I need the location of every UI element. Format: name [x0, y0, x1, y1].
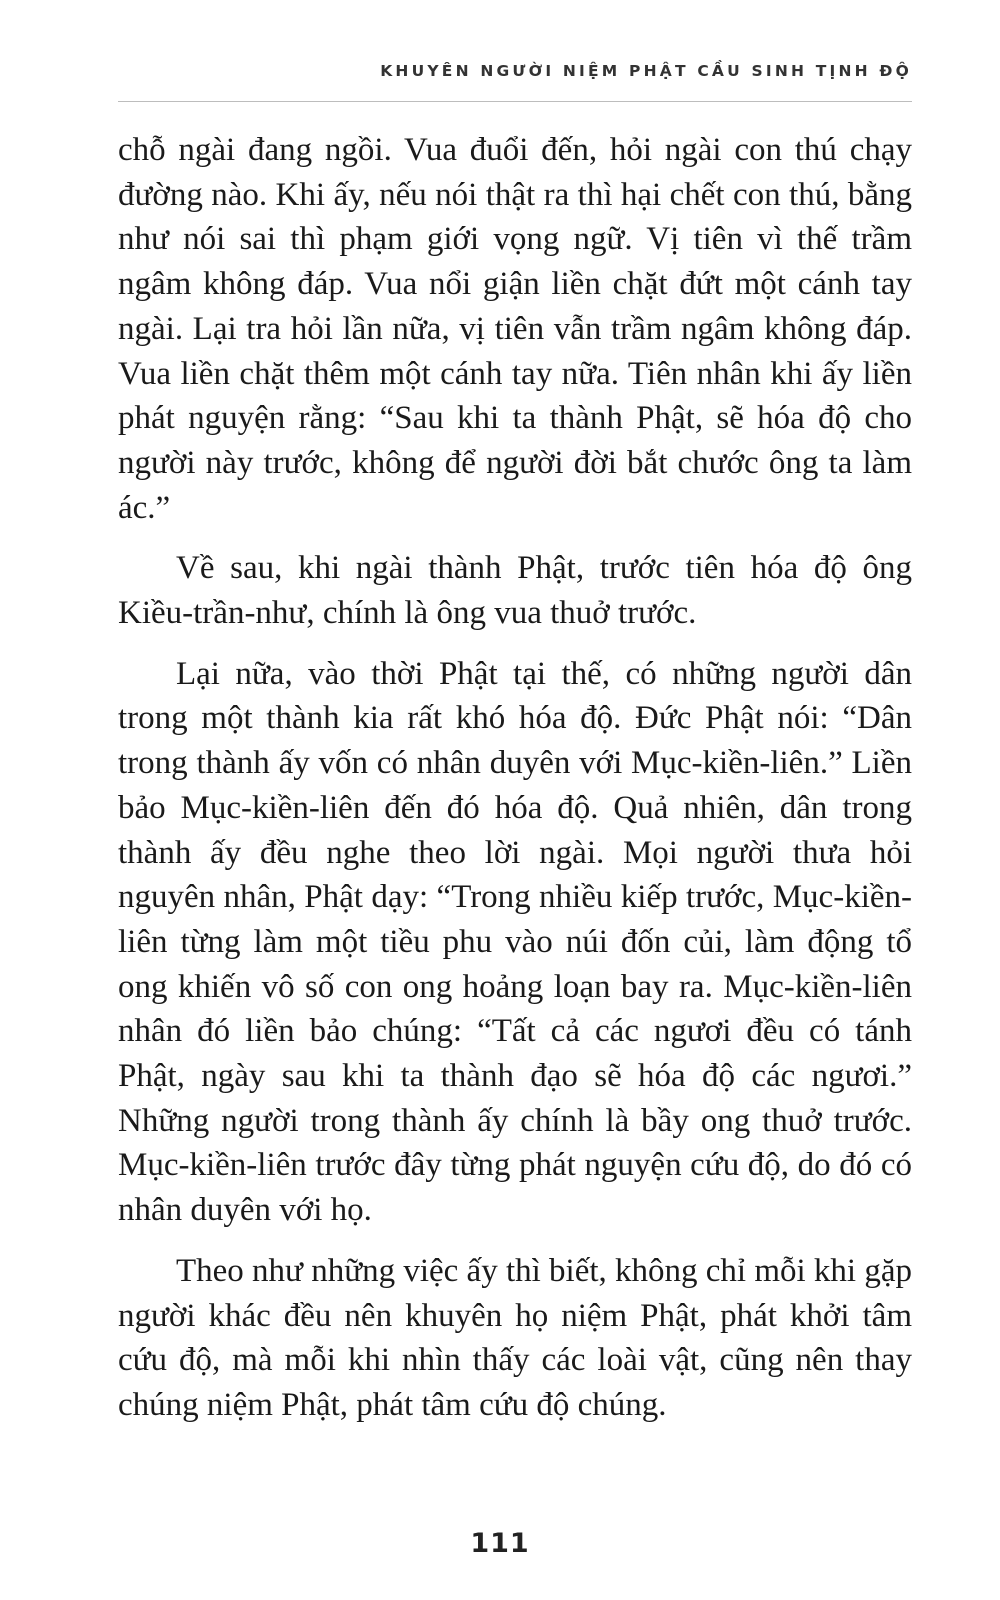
page-body [118, 128, 912, 1428]
running-header: KHUYÊN NGƯỜI NIỆM PHẬT CẦU SINH TỊNH ĐỘ [380, 62, 912, 80]
paragraph: Theo như những việc ấy thì biết, không chỉ mỗi khi gặp người khác đều nên khuyên họ niệm Phật, phát khởi tâm cứu độ, mà mỗi khi nhìn thấy các loài vật, cũng nên thay chúng niệm Phật, phát tâm cứu độ chúng. [118, 1252, 912, 1423]
page-number: 111 [470, 1528, 530, 1559]
paragraph: Lại nữa, vào thời Phật tại thế, có những người dân trong một thành kia rất khó hóa độ. Đức Phật nói: “Dân trong thành ấy vốn có nhân duyên với Mục-kiền-liên.” Liền bảo Mục-kiền-liên đến đó hóa độ. Quả nhiên, dân trong thành ấy đều nghe theo lời ngài. Mọi người thưa hỏi nguyên nhân, Phật dạy: “Trong nhiều kiếp trước, Mục-kiền-liên từng làm một tiều phu vào núi đốn củi, làm động tổ ong khiến vô số con ong hoảng loạn bay ra. Mục-kiền-liên nhân đó liền bảo chúng: “Tất cả các ngươi đều có tánh Phật, ngày sau khi ta thành đạo sẽ hóa độ các ngươi.” Những người trong thành ấy chính là bầy ong thuở trước. Mục-kiền-liên trước đây từng phát nguyện cứu độ, do đó có nhân duyên với họ. [118, 655, 912, 1229]
paragraph: Về sau, khi ngài thành Phật, trước tiên hóa độ ông Kiều-trần-như, chính là ông vua thuở trước. [118, 550, 912, 632]
header-divider [118, 101, 912, 102]
paragraph-continued: chỗ ngài đang ngồi. Vua đuổi đến, hỏi ngài con thú chạy đường nào. Khi ấy, nếu nói thật ra thì hại chết con thú, bằng như nói sai thì phạm giới vọng ngữ. Vị tiên vì thế trầm ngâm không đáp. Vua nổi giận liền chặt đứt một cánh tay ngài. Lại tra hỏi lần nữa, vị tiên vẫn trầm ngâm không đáp. Vua liền chặt thêm một cánh tay nữa. Tiên nhân khi ấy liền phát nguyện rằng: “Sau khi ta thành Phật, sẽ hóa độ cho người này trước, không để người đời bắt chước ông ta làm ác.” [118, 132, 912, 526]
